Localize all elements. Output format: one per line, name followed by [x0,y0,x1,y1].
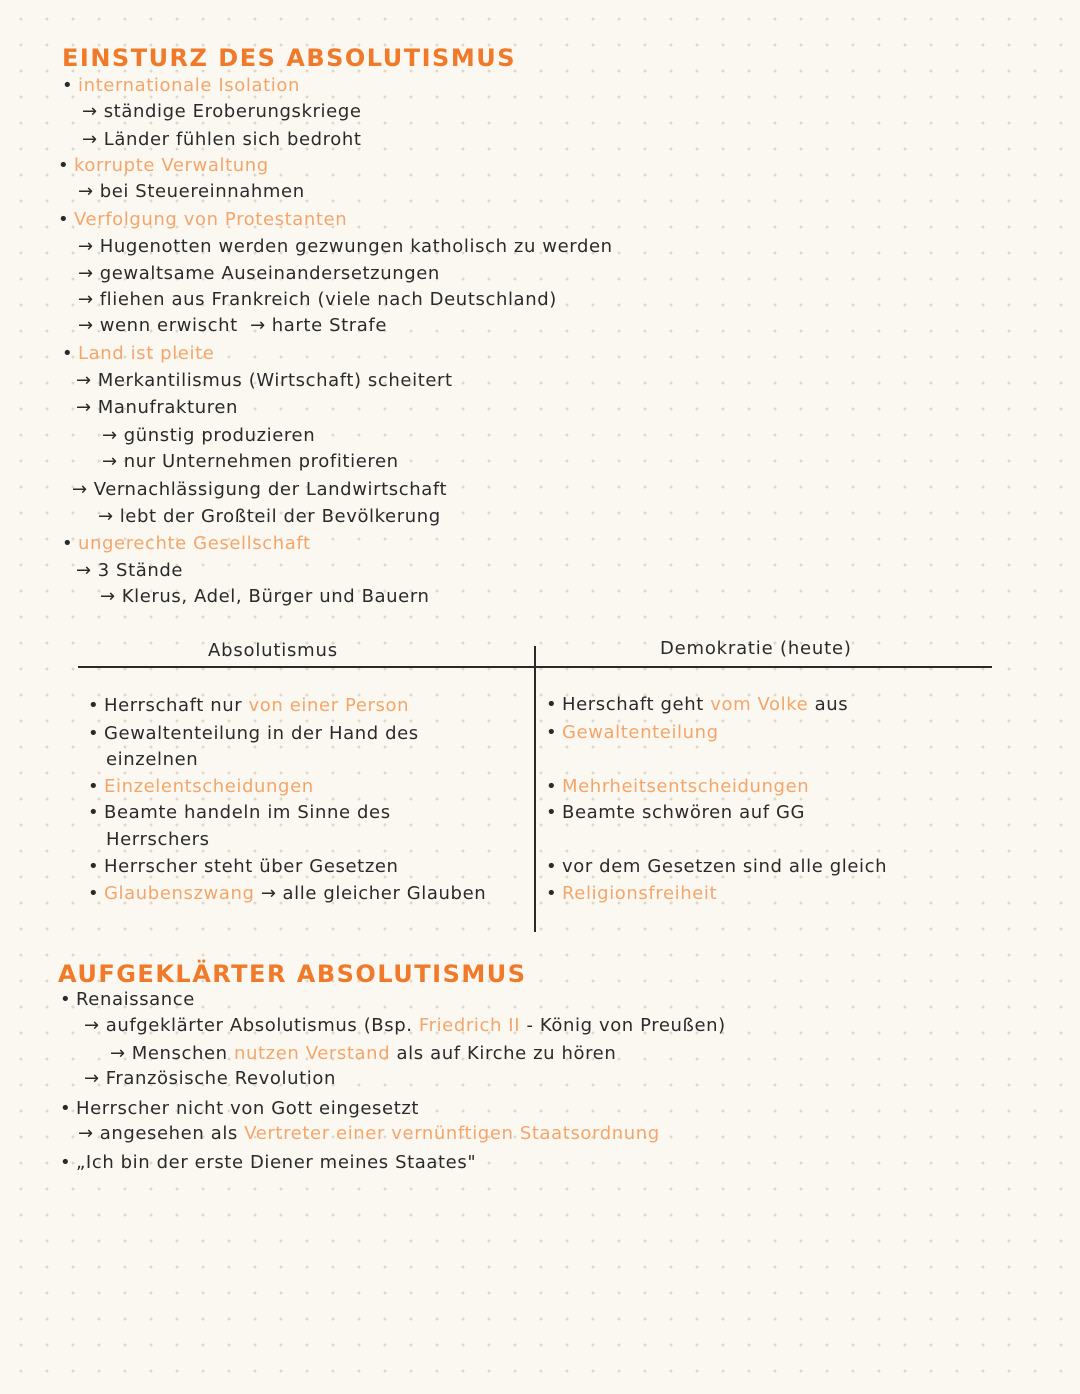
list-item [60,988,195,1012]
table-divider-vertical [534,646,536,932]
cell-text: einzelnen [106,749,199,770]
list-item [78,288,557,312]
list-item [84,1067,336,1091]
table-cell-left [88,855,399,879]
cell-text: Herschaft geht [562,694,711,715]
bullet-icon: • [62,533,74,554]
list-item [84,1014,726,1038]
item-text: lebt der Großteil der Bevölkerung [119,506,441,527]
arrow-icon: → [78,1123,94,1144]
arrow-icon: → [78,181,94,202]
item-text: angesehen als [99,1123,245,1144]
bullet-icon: • [88,883,100,904]
cell-text: Herrschers [106,829,210,850]
bullet-text: Renaissance [76,989,195,1010]
table-cell-left [88,775,314,799]
table-cell-right [546,693,848,717]
arrow-icon: → [72,479,88,500]
item-text: Vernachlässigung der Landwirtschaft [93,479,448,500]
bullet-text: korrupte Verwaltung [74,155,269,176]
list-item [72,478,447,502]
arrow-icon: → [78,236,94,257]
list-item [78,314,387,338]
cell-text: Beamte schwören auf GG [562,802,806,823]
cell-text-accent: von einer Person [248,695,410,716]
list-item [62,74,300,98]
list-item [110,1042,616,1066]
arrow-icon: → [110,1043,126,1064]
list-item [62,532,311,556]
cell-text-accent: Gewaltenteilung [562,722,719,743]
item-text: - König von Preußen) [520,1015,726,1036]
arrow-icon: → [76,560,92,581]
item-text: Menschen [131,1043,234,1064]
item-text: bei Steuereinnahmen [99,181,305,202]
table-cell-right [546,801,805,825]
bullet-text: Land ist pleite [78,343,215,364]
bullet-icon: • [546,694,558,715]
list-item [98,505,441,529]
table-cell-right [546,882,717,906]
bullet-icon: • [62,75,74,96]
arrow-icon: → [84,1015,100,1036]
cell-text-accent: vom Volke [710,694,809,715]
bullet-icon: • [88,856,100,877]
list-item [82,128,362,152]
item-text: nur Unternehmen profitieren [123,451,399,472]
item-text: Manufrakturen [97,397,239,418]
item-text: ständige Eroberungskriege [103,101,362,122]
table-cell-right [546,775,809,799]
list-item [60,1151,476,1175]
item-text-accent: Friedrich II [418,1015,521,1036]
list-item [76,369,453,393]
arrow-icon: → [260,883,277,904]
item-text: Klerus, Adel, Bürger und Bauern [121,586,430,607]
item-text: als auf Kirche zu hören [390,1043,617,1064]
item-text: Französische Revolution [105,1068,337,1089]
bullet-text: internationale Isolation [78,75,300,96]
item-text: Merkantilismus (Wirtschaft) scheitert [97,370,453,391]
cell-text: aus [808,694,849,715]
arrow-icon: → [100,586,116,607]
list-item [76,559,183,583]
bullet-icon: • [546,802,558,823]
bullet-text: Verfolgung von Protestanten [74,209,348,230]
list-item [60,1097,419,1121]
arrow-icon: → [76,370,92,391]
section-title-einsturz: EINSTURZ DES ABSOLUTISMUS [62,44,516,72]
table-cell-left [88,722,419,746]
list-item [58,154,269,178]
section-title-aufgeklaerter: AUFGEKLÄRTER ABSOLUTISMUS [58,960,527,988]
cell-text-accent: Glaubenszwang [104,883,255,904]
table-cell-left [88,882,486,906]
item-text-accent: Vertreter einer vernünftigen Staatsordnung [244,1123,660,1144]
bullet-text: „Ich bin der erste Diener meines Staates" [76,1152,477,1173]
item-text: 3 Stände [97,560,184,581]
item-text: wenn erwischt [99,315,238,336]
arrow-icon: → [76,397,92,418]
list-item [76,396,238,420]
table-cell-left [88,801,391,825]
list-item [102,424,315,448]
list-item [58,208,347,232]
cell-text: vor dem Gesetzen sind alle gleich [562,856,888,877]
item-text: harte Strafe [271,315,387,336]
table-header-demokratie: Demokratie (heute) [660,638,852,659]
cell-text: Herrschaft nur [104,695,249,716]
bullet-icon: • [88,802,100,823]
list-item [78,1122,660,1146]
item-text: Hugenotten werden gezwungen katholisch zu werden [99,236,613,257]
table-header-absolutismus: Absolutismus [208,640,338,661]
arrow-icon: → [78,263,94,284]
list-item [62,342,214,366]
bullet-icon: • [546,883,558,904]
bullet-icon: • [60,989,72,1010]
bullet-icon: • [58,155,70,176]
bullet-icon: • [546,722,558,743]
list-item [82,100,362,124]
bullet-icon: • [88,776,100,797]
bullet-text: ungerechte Gesellschaft [78,533,311,554]
cell-text: Herrscher steht über Gesetzen [104,856,399,877]
item-text: Länder fühlen sich bedroht [103,129,362,150]
item-text-accent: nutzen Verstand [234,1043,391,1064]
table-cell-left-continued [106,748,198,772]
list-item [78,262,440,286]
item-text: gewaltsame Auseinandersetzungen [99,263,440,284]
arrow-icon: → [102,425,118,446]
arrow-icon: → [78,315,94,336]
bullet-icon: • [88,723,100,744]
arrow-icon: → [84,1068,100,1089]
arrow-icon: → [250,315,266,336]
bullet-icon: • [58,209,70,230]
bullet-icon: • [88,695,100,716]
cell-text: Beamte handeln im Sinne des [104,802,391,823]
arrow-icon: → [82,129,98,150]
bullet-text: Herrscher nicht von Gott eingesetzt [76,1098,420,1119]
list-item [78,235,613,259]
cell-text: alle gleicher Glauben [282,883,487,904]
cell-text: Gewaltenteilung in der Hand des [104,723,419,744]
item-text: günstig produzieren [123,425,316,446]
list-item [102,450,399,474]
bullet-icon: • [62,343,74,364]
table-cell-left [88,694,409,718]
arrow-icon: → [98,506,114,527]
cell-text-accent: Religionsfreiheit [562,883,718,904]
bullet-icon: • [546,776,558,797]
arrow-icon: → [82,101,98,122]
cell-text-accent: Mehrheitsentscheidungen [562,776,810,797]
list-item [78,180,305,204]
bullet-icon: • [60,1098,72,1119]
arrow-icon: → [78,289,94,310]
cell-text-accent: Einzelentscheidungen [104,776,314,797]
bullet-icon: • [60,1152,72,1173]
table-cell-left-continued [106,828,210,852]
table-cell-right [546,721,719,745]
table-cell-right [546,855,887,879]
bullet-icon: • [546,856,558,877]
list-item [100,585,430,609]
arrow-icon: → [102,451,118,472]
item-text: aufgeklärter Absolutismus (Bsp. [105,1015,419,1036]
item-text: fliehen aus Frankreich (viele nach Deutschland) [99,289,557,310]
